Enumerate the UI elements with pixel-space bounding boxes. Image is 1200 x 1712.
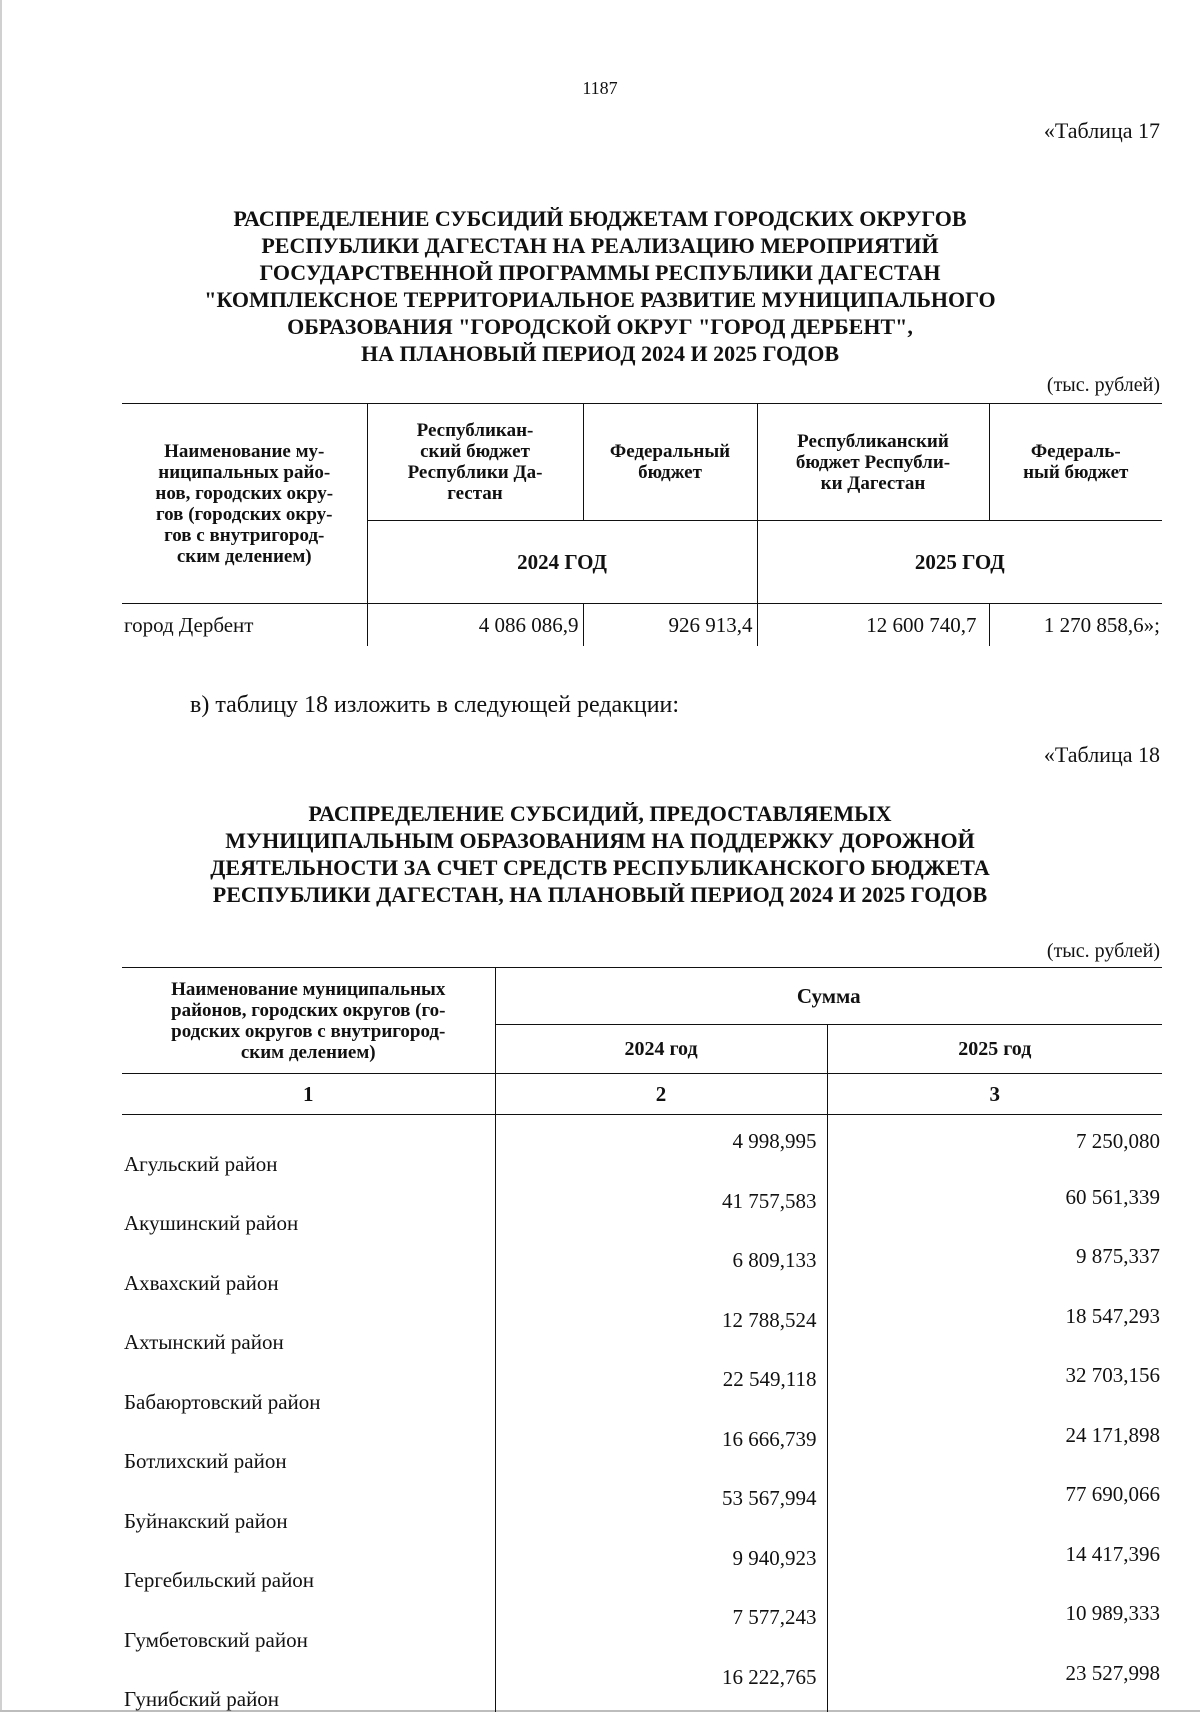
table17-cell: 926 913,4 [583, 604, 757, 647]
table18-header-year-2025: 2025 год [827, 1025, 1162, 1074]
table18-title-line: РЕСПУБЛИКИ ДАГЕСТАН, НА ПЛАНОВЫЙ ПЕРИОД 2024 И 2025 ГОДОВ [212, 882, 988, 907]
table17-year-2024: 2024 ГОД [367, 521, 757, 604]
table18-cell-2025: 7 250,080 [827, 1115, 1162, 1177]
table18-cell-2024: 7 577,243 [495, 1593, 827, 1653]
table18-row [122, 1534, 1162, 1594]
table18-cell-2025: 32 703,156 [827, 1355, 1162, 1415]
table18-title-line: ДЕЯТЕЛЬНОСТИ ЗА СЧЕТ СРЕДСТВ РЕСПУБЛИКАНСКОГО БЮДЖЕТА [210, 855, 990, 880]
table18-row [122, 1474, 1162, 1534]
table18-row [122, 1236, 1162, 1296]
table17-header-col: Федераль- ный бюджет [989, 404, 1162, 521]
table18-row-name: Ботлихский район [124, 1449, 287, 1473]
table17-year-2025: 2025 ГОД [757, 521, 1162, 604]
table18-col-number: 3 [827, 1074, 1162, 1115]
table18-title [150, 800, 1050, 908]
table18-reference: «Таблица 18 [1043, 742, 1160, 767]
table18-row [122, 1355, 1162, 1415]
table17-row-name: город Дербент [124, 612, 254, 637]
table18-header-sum: Сумма [495, 968, 1162, 1025]
table17-title-line: ОБРАЗОВАНИЯ "ГОРОДСКОЙ ОКРУГ "ГОРОД ДЕРБЕНТ", [287, 314, 913, 339]
table17 [122, 403, 1162, 646]
table17-title-line: ГОСУДАРСТВЕННОЙ ПРОГРАММЫ РЕСПУБЛИКИ ДАГЕСТАН [259, 260, 941, 285]
table17-header-col: Республиканский бюджет Республи- ки Дагестан [757, 404, 989, 521]
table17-row [122, 604, 1162, 647]
table18-cell-2025: 77 690,066 [827, 1474, 1162, 1534]
table18-title-line: МУНИЦИПАЛЬНЫМ ОБРАЗОВАНИЯМ НА ПОДДЕРЖКУ ДОРОЖНОЙ [225, 828, 975, 853]
table18-row [122, 1115, 1162, 1177]
table18-row [122, 1296, 1162, 1356]
table18-cell-2024: 16 222,765 [495, 1653, 827, 1712]
table17-cell: 12 600 740,7 [757, 604, 989, 647]
table18-cell-2024: 6 809,133 [495, 1236, 827, 1296]
table18-cell-2024: 9 940,923 [495, 1534, 827, 1594]
table17-cell: 4 086 086,9 [367, 604, 583, 647]
table18-cell-2024: 53 567,994 [495, 1474, 827, 1534]
table18-cell-2024: 22 549,118 [495, 1355, 827, 1415]
table18-cell-2024: 4 998,995 [495, 1115, 827, 1177]
table18-cell-2025: 23 527,998 [827, 1653, 1162, 1712]
table18-row-name: Гунибский район [124, 1687, 280, 1711]
table18-cell-2025: 14 417,396 [827, 1534, 1162, 1594]
table18-header-year-2024: 2024 год [495, 1025, 827, 1074]
scan-edge-left [0, 0, 2, 1712]
table18-cell-2025: 60 561,339 [827, 1177, 1162, 1237]
table18-row [122, 1593, 1162, 1653]
table18-unit-label: (тыс. рублей) [1046, 940, 1160, 962]
table18-cell-2025: 18 547,293 [827, 1296, 1162, 1356]
table17-title [150, 205, 1050, 367]
table18-row-name: Бабаюртовский район [124, 1389, 321, 1414]
table17-header-name: Наименование му- ниципальных райо- нов, городских окру- гов (городских окру- гов с внутригород- ским делением) [122, 404, 367, 604]
table18-row-name: Буйнакский район [124, 1508, 288, 1533]
table18-cell-2025: 24 171,898 [827, 1415, 1162, 1475]
table17-title-line: "КОМПЛЕКСНОЕ ТЕРРИТОРИАЛЬНОЕ РАЗВИТИЕ МУНИЦИПАЛЬНОГО [204, 287, 996, 312]
table17-reference: «Таблица 17 [1043, 118, 1160, 143]
table18-col-number: 2 [495, 1074, 827, 1115]
table17-header-col: Федеральный бюджет [583, 404, 757, 521]
table18-row-name: Агульский район [124, 1151, 278, 1176]
table18-row [122, 1177, 1162, 1237]
table18-row-name: Акушинский район [124, 1211, 299, 1235]
table17-title-line: НА ПЛАНОВЫЙ ПЕРИОД 2024 И 2025 ГОДОВ [361, 341, 839, 366]
table18-cell-2025: 10 989,333 [827, 1593, 1162, 1653]
table17-header-col: Республикан- ский бюджет Республики Да- гестан [367, 404, 583, 521]
table18 [122, 967, 1162, 1712]
table18-row [122, 1415, 1162, 1475]
table18-header-name: Наименование муниципальных районов, городских округов (го- родских округов с внутригород- ским делением) [122, 968, 495, 1074]
table18-row-name: Ахвахский район [124, 1270, 279, 1295]
table18-col-number: 1 [122, 1074, 495, 1115]
table17-title-line: РЕСПУБЛИКИ ДАГЕСТАН НА РЕАЛИЗАЦИЮ МЕРОПРИЯТИЙ [261, 233, 939, 258]
table17-unit-label: (тыс. рублей) [1046, 374, 1160, 396]
amendment-text: в) таблицу 18 изложить в следующей редакции: [190, 692, 680, 718]
table18-cell-2024: 12 788,524 [495, 1296, 827, 1356]
table18-title-line: РАСПРЕДЕЛЕНИЕ СУБСИДИЙ, ПРЕДОСТАВЛЯЕМЫХ [308, 801, 892, 826]
table18-row [122, 1653, 1162, 1712]
table18-row-name: Ахтынский район [124, 1330, 284, 1354]
table18-row-name: Гумбетовский район [124, 1627, 308, 1652]
table17-title-line: РАСПРЕДЕЛЕНИЕ СУБСИДИЙ БЮДЖЕТАМ ГОРОДСКИХ ОКРУГОВ [233, 206, 967, 231]
table18-cell-2024: 41 757,583 [495, 1177, 827, 1237]
table18-cell-2024: 16 666,739 [495, 1415, 827, 1475]
page-number: 1187 [582, 78, 618, 98]
table18-row-name: Гергебильский район [124, 1568, 315, 1592]
table17-cell: 1 270 858,6»; [989, 604, 1162, 647]
table18-cell-2025: 9 875,337 [827, 1236, 1162, 1296]
